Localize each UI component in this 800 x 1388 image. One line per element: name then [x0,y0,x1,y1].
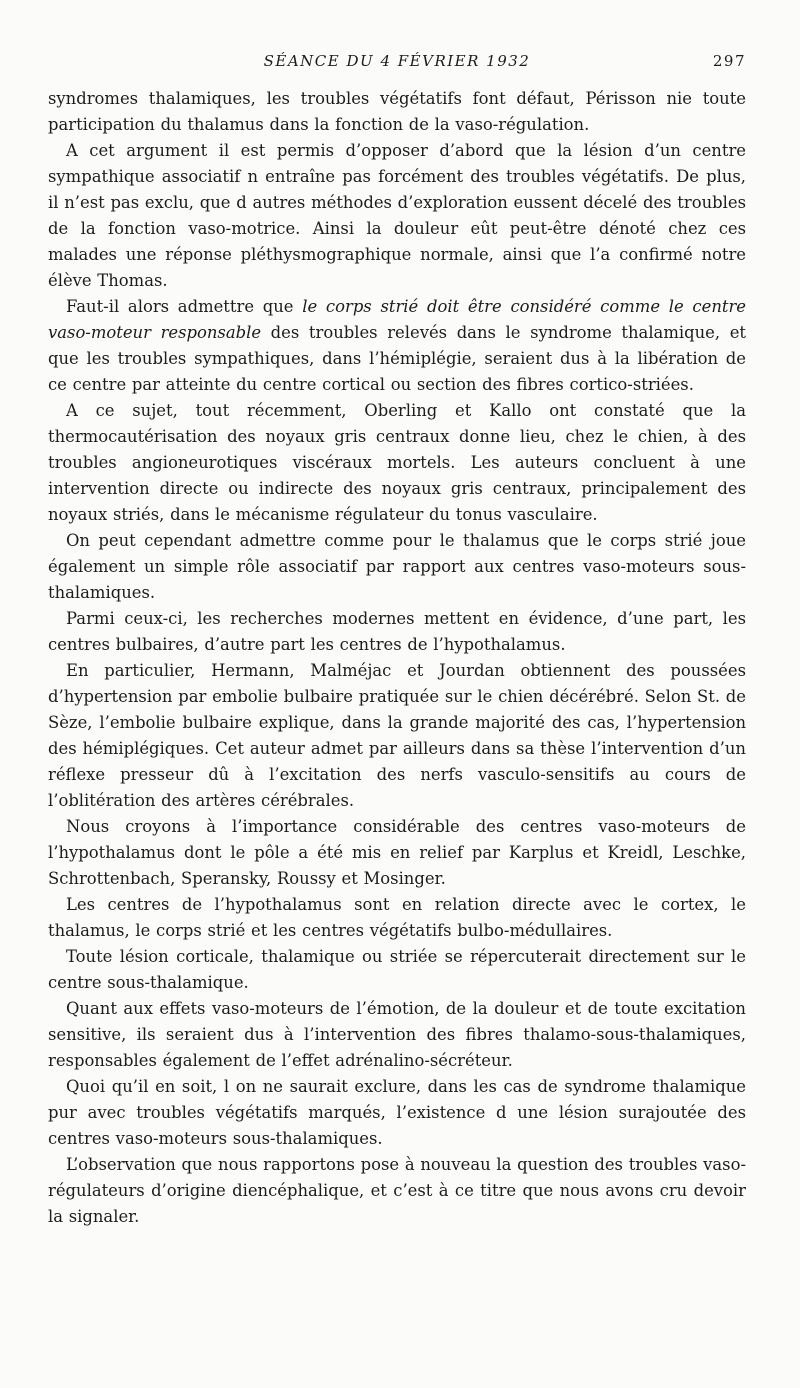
paragraph: Nous croyons à l’importance considérable des centres vaso-moteurs de l’hypothalamus dont le pôle a été mis en relief par Karplus et Kreidl, Leschke, Schrottenbach, Speransky, Roussy et Mosinger. [48,817,746,888]
paragraph: Quoi qu’il en soit, l on ne saurait exclure, dans les cas de syndrome thalamique pur avec troubles végétatifs marqués, l’existence d une lésion surajoutée des centres vaso-moteurs sous-thalamiques. [48,1077,746,1148]
paragraph: En particulier, Hermann, Malméjac et Jourdan obtiennent des poussées d’hypertension par embolie bulbaire pratiquée sur le chien décérébré. Selon St. de Sèze, l’embolie bulbaire explique, dans la grande majorité des cas, l’hypertension des hémiplégiques. Cet auteur admet par ailleurs dans sa thèse l’intervention d’un réflexe presseur dû à l’excitation des nerfs vasculo-sensitifs au cours de l’oblitération des artères cérébrales. [48,661,746,810]
paragraph [48,294,746,398]
paragraph: A ce sujet, tout récemment, Oberling et Kallo ont constaté que la thermocautérisation des noyaux gris centraux donne lieu, chez le chien, à des troubles angioneurotiques viscéraux mortels. Les auteurs concluent à une intervention directe ou indirecte des noyaux gris centraux, principalement des noyaux striés, dans le mécanisme régulateur du tonus vasculaire. [48,401,746,524]
paragraph: Parmi ceux-ci, les recherches modernes mettent en évidence, d’une part, les centres bulbaires, d’autre part les centres de l’hypothalamus. [48,609,746,654]
paragraph: syndromes thalamiques, les troubles végétatifs font défaut, Périsson nie toute participation du thalamus dans la fonction de la vaso-régulation. [48,89,746,134]
running-title: SÉANCE DU 4 FÉVRIER 1932 [263,52,531,70]
paragraph: A cet argument il est permis d’opposer d’abord que la lésion d’un centre sympathique associatif n entraîne pas forcément des troubles végétatifs. De plus, il n’est pas exclu, que d autres méthodes d’exploration eussent décelé des troubles de la fonction vaso-motrice. Ainsi la douleur eût peut-être dénoté chez ces malades une réponse pléthysmographique normale, ainsi que l’a confirmé notre élève Thomas. [48,141,746,290]
paragraph: On peut cependant admettre comme pour le thalamus que le corps strié joue également un simple rôle associatif par rapport aux centres vaso-moteurs sous-thalamiques. [48,531,746,602]
paragraph: Toute lésion corticale, thalamique ou striée se répercuterait directement sur le centre sous-thalamique. [48,947,746,992]
paragraph-text: Faut-il alors admettre que [66,297,303,316]
body-text [48,86,746,1230]
paragraph: Les centres de l’hypothalamus sont en relation directe avec le cortex, le thalamus, le corps strié et les centres végétatifs bulbo-médullaires. [48,895,746,940]
paragraph: Quant aux effets vaso-moteurs de l’émotion, de la douleur et de toute excitation sensitive, ils seraient dus à l’intervention des fibres thalamo-sous-thalamiques, responsables également de l’effet adrénalino-sécréteur. [48,999,746,1070]
page-number: 297 [712,52,746,70]
paragraph: L’observation que nous rapportons pose à nouveau la question des troubles vaso-régulateurs d’origine diencéphalique, et c’est à ce titre que nous avons cru devoir la signaler. [48,1155,746,1226]
paragraph-text: des troubles relevés dans le syndrome thalamique, et que les troubles sympathiques, dans l’hémiplégie, seraient dus à la libération de ce centre par atteinte du centre cortical ou section des fibres cortico-striées. [48,323,746,394]
italic-phrase: le corps strié doit être considéré comme le centre vaso-moteur responsable [48,297,746,342]
page-header [48,52,746,78]
